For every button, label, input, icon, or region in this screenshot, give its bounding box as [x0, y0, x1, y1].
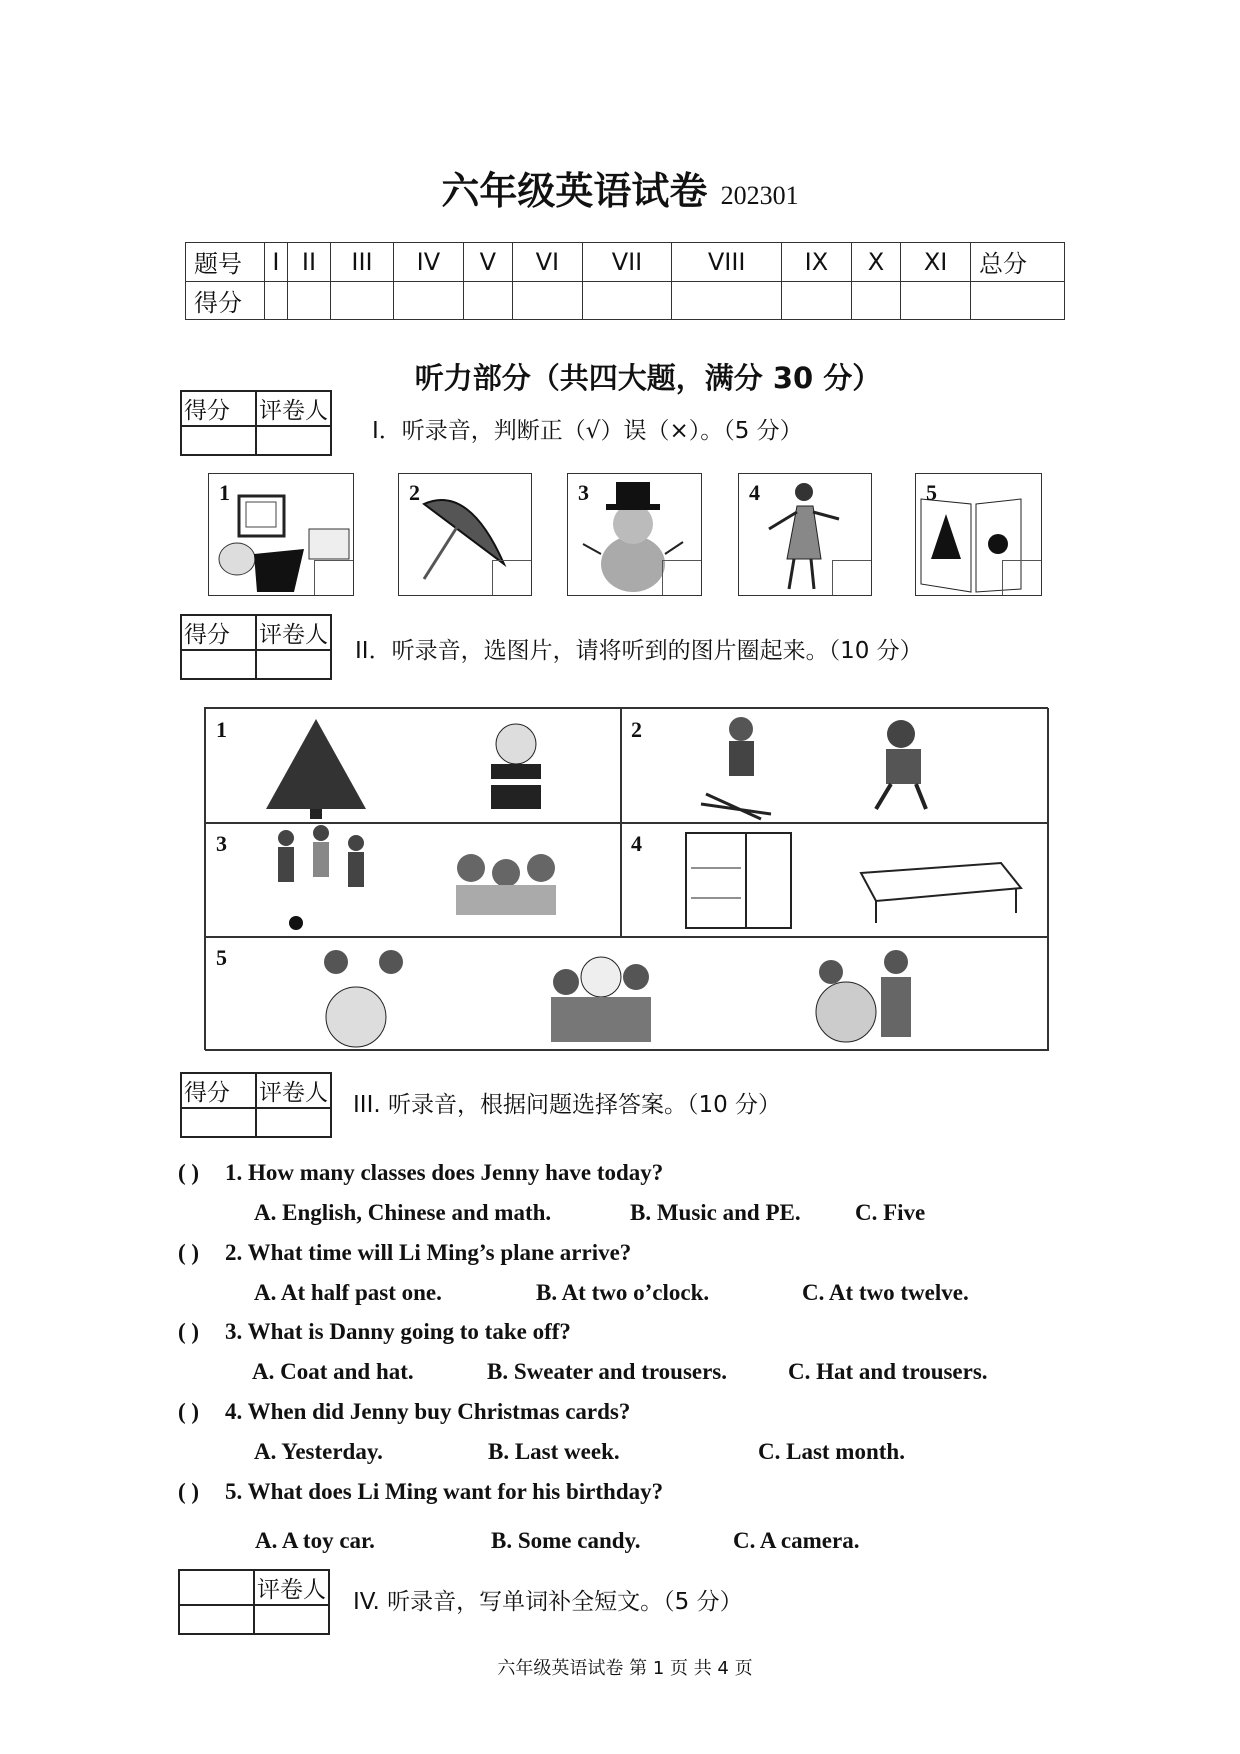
score-value-row [186, 281, 1065, 320]
score-cell[interactable] [971, 281, 1065, 320]
score-cell[interactable] [513, 281, 583, 320]
grader-label: 评卷人 [254, 1570, 329, 1605]
picture-girl-walking [738, 473, 872, 596]
score-row-label: 得分 [186, 281, 265, 320]
grader-box [178, 1569, 330, 1635]
answer-blank[interactable]: ( ) [178, 1319, 200, 1344]
score-cell[interactable] [582, 281, 672, 320]
tree-and-santa-illustration[interactable] [206, 709, 621, 823]
option-b: B. Last week. [488, 1439, 620, 1464]
grader-score-label-empty [179, 1570, 254, 1605]
grader-score-cell[interactable] [179, 1605, 254, 1634]
score-cell[interactable] [851, 281, 901, 320]
grader-name-cell[interactable] [254, 1605, 329, 1634]
score-header-cell: III [330, 243, 393, 282]
grader-name-cell[interactable] [256, 650, 331, 679]
score-header-cell: IV [394, 243, 464, 282]
grader-box [180, 1072, 332, 1138]
grader-label: 评卷人 [256, 615, 331, 650]
question-text: 3. What is Danny going to take off? [225, 1319, 571, 1344]
option-b: B. Some candy. [491, 1528, 641, 1553]
grader-score-label: 得分 [181, 615, 256, 650]
answer-box[interactable] [832, 560, 871, 595]
question-text: 4. When did Jenny buy Christmas cards? [225, 1399, 631, 1424]
choice-row-1-left [205, 708, 622, 824]
grader-score-label: 得分 [181, 391, 256, 426]
choice-row-5 [205, 936, 1049, 1051]
score-header-cell: X [851, 243, 901, 282]
score-header-cell: 总分 [971, 243, 1065, 282]
picture-number: 4 [749, 480, 760, 505]
page-footer: 六年级英语试卷 第 1 页 共 4 页 [497, 1658, 753, 1679]
option-b: B. Music and PE. [630, 1200, 801, 1225]
question-text: 1. How many classes does Jenny have today? [225, 1160, 664, 1185]
score-header-cell: I [265, 243, 288, 282]
score-header-cell: VIII [672, 243, 782, 282]
grader-label: 评卷人 [256, 391, 331, 426]
option-c: C. Hat and trousers. [788, 1359, 988, 1384]
grader-box [180, 614, 332, 680]
boys-and-girls-illustration[interactable] [206, 823, 621, 937]
answer-box[interactable] [1002, 560, 1041, 595]
option-a: A. Coat and hat. [252, 1359, 414, 1384]
answer-box[interactable] [492, 560, 531, 595]
score-header-cell: XI [901, 243, 971, 282]
picture-snowman [567, 473, 702, 596]
option-c: C. At two twelve. [802, 1280, 969, 1305]
score-header-cell: V [463, 243, 512, 282]
picture-living-room [208, 473, 354, 596]
grader-score-cell[interactable] [181, 426, 256, 455]
row-number: 3 [216, 831, 227, 856]
score-cell[interactable] [463, 281, 512, 320]
score-header-cell: VI [513, 243, 583, 282]
option-b: B. Sweater and trousers. [487, 1359, 728, 1384]
answer-blank[interactable]: ( ) [178, 1240, 200, 1265]
grader-box [180, 390, 332, 456]
option-c: C. Five [855, 1200, 926, 1225]
score-cell[interactable] [782, 281, 852, 320]
score-cell[interactable] [672, 281, 782, 320]
grader-score-cell[interactable] [181, 650, 256, 679]
option-a: A. Yesterday. [254, 1439, 383, 1464]
score-header-cell: IX [782, 243, 852, 282]
section3-title: III. 听录音，根据问题选择答案。（10 分） [353, 1092, 782, 1118]
grader-name-cell[interactable] [256, 426, 331, 455]
score-cell[interactable] [287, 281, 330, 320]
answer-box[interactable] [314, 560, 353, 595]
snowball-children-illustration[interactable] [206, 937, 1048, 1050]
picture-number: 3 [578, 480, 589, 505]
score-cell[interactable] [394, 281, 464, 320]
section2-title: II．听录音，选图片，请将听到的图片圈起来。（10 分） [355, 638, 923, 664]
question-text: 2. What time will Li Ming’s plane arrive? [225, 1240, 632, 1265]
option-c: C. Last month. [758, 1439, 905, 1464]
grader-name-cell[interactable] [256, 1108, 331, 1137]
row-number: 5 [216, 945, 227, 970]
row-number: 4 [631, 831, 642, 856]
choice-row-4-right [620, 822, 1049, 938]
option-b: B. At two o’clock. [536, 1280, 710, 1305]
fridge-and-table-illustration[interactable] [621, 823, 1048, 937]
score-header-cell: VII [582, 243, 672, 282]
answer-blank[interactable]: ( ) [178, 1479, 200, 1504]
picture-christmas-cards [915, 473, 1042, 596]
answer-blank[interactable]: ( ) [178, 1399, 200, 1424]
option-c: C. A camera. [733, 1528, 860, 1553]
choice-row-3-left [205, 822, 622, 938]
question-text: 5. What does Li Ming want for his birthday? [225, 1479, 664, 1504]
picture-number: 1 [219, 480, 230, 505]
score-header-cell: II [287, 243, 330, 282]
picture-number: 2 [409, 480, 420, 505]
picture-number: 5 [926, 480, 937, 505]
grader-score-label: 得分 [181, 1073, 256, 1108]
choice-row-2-right [620, 708, 1049, 824]
title-code: 202301 [720, 181, 799, 210]
section1-title: I．听录音，判断正（√）误（×）。（5 分） [372, 418, 803, 444]
title-text: 六年级英语试卷 [441, 169, 708, 213]
exam-title [0, 160, 1240, 215]
listening-heading: 听力部分（共四大题，满分 30 分） [414, 361, 882, 395]
score-header-cell: 题号 [186, 243, 265, 282]
row-number: 2 [631, 717, 642, 742]
option-a: A. English, Chinese and math. [254, 1200, 552, 1225]
answer-box[interactable] [662, 560, 701, 595]
grader-label: 评卷人 [256, 1073, 331, 1108]
score-header-row [186, 243, 1065, 282]
picture-umbrella [398, 473, 532, 596]
skiing-and-skating-illustration[interactable] [621, 709, 1048, 823]
row-number: 1 [216, 717, 227, 742]
option-a: A. A toy car. [255, 1528, 375, 1553]
option-a: A. At half past one. [254, 1280, 442, 1305]
score-table [185, 242, 1065, 320]
section4-title: IV. 听录音，写单词补全短文。（5 分） [353, 1589, 743, 1615]
answer-blank[interactable]: ( ) [178, 1160, 200, 1185]
picture-choice-grid [204, 707, 1048, 1050]
score-cell[interactable] [265, 281, 288, 320]
score-cell[interactable] [901, 281, 971, 320]
score-cell[interactable] [330, 281, 393, 320]
grader-score-cell[interactable] [181, 1108, 256, 1137]
